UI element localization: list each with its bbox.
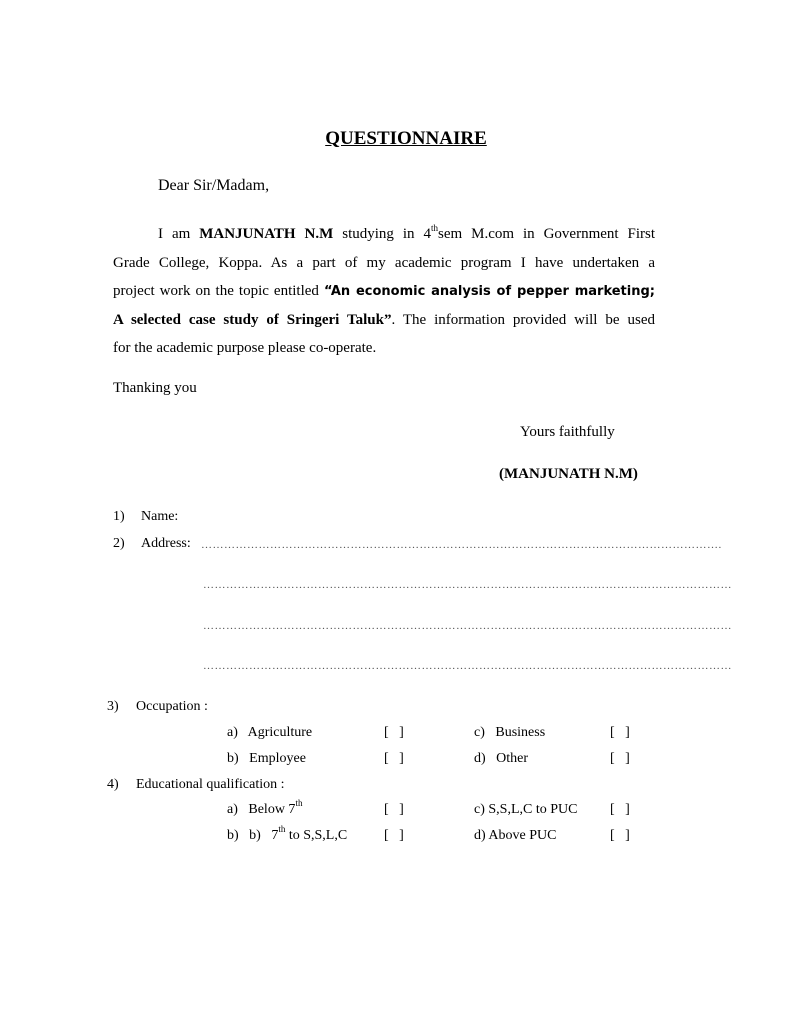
project-topic: “An economic analysis of pepper marketing; [323,284,655,299]
q3-number: 3) [107,699,119,714]
letter-line-4 [113,306,655,335]
page-title: QUESTIONNAIRE [325,128,487,149]
letter-text: . The information provided will be used [391,311,655,328]
q1-label: Name: [141,509,179,524]
closing-text: Yours faithfully [520,424,615,440]
address-dotted-line: ………………………………………………………………………………………………………………………. [201,539,722,551]
q3-label: Occupation : [136,699,208,714]
q4-option-b [227,824,348,844]
letter-line-3 [113,277,655,306]
letter-text: project work on the topic entitled [113,283,324,299]
q3-option-b: b) Employee [227,751,306,766]
superscript: th [278,824,286,834]
checkbox[interactable]: [ ] [384,725,404,740]
greeting: Dear Sir/Madam, [158,177,270,194]
letter-text: I am [158,226,200,242]
letter-text: sem M.com in Government First [438,226,656,242]
checkbox[interactable]: [ ] [610,751,630,766]
q3-option-c: c) Business [474,725,546,740]
checkbox[interactable]: [ ] [384,802,404,817]
checkbox[interactable]: [ ] [610,725,630,740]
address-dotted-line: ………………………………………………………………………………………………………………………… [203,620,732,632]
q4-label: Educational qualification : [136,777,285,792]
q2-number: 2) [113,536,125,551]
q4-option-c: c) S,S,L,C to PUC [474,802,578,817]
address-dotted-line: ………………………………………………………………………………………………………………………… [203,660,732,672]
letter-text: studying in 4 [333,226,431,242]
project-topic-cont: A selected case study of Sringeri Taluk” [113,311,392,328]
letter-line-2: Grade College, Koppa. As a part of my academic program I have undertaken a [113,254,655,271]
letter-line-5: for the academic purpose please co-operate. [113,340,377,356]
superscript: th [295,798,303,808]
option-text: a) Below 7 [227,802,296,817]
option-text: b) b) 7 [227,828,279,843]
q4-option-a [227,798,303,818]
q4-option-d: d) Above PUC [474,828,557,843]
checkbox[interactable]: [ ] [610,802,630,817]
q2-label: Address: [141,536,191,551]
q3-option-d: d) Other [474,751,529,766]
letter-line-1 [113,220,655,249]
q1-number: 1) [113,509,125,524]
author-name: MANJUNATH N.M [199,226,334,242]
checkbox[interactable]: [ ] [610,828,630,843]
address-dotted-line: ………………………………………………………………………………………………………………………… [203,579,732,591]
superscript: th [430,223,438,233]
checkbox[interactable]: [ ] [384,828,404,843]
letter-paragraph [113,220,655,363]
checkbox[interactable]: [ ] [384,751,404,766]
signature-name: (MANJUNATH N.M) [499,466,638,482]
q4-number: 4) [107,777,119,792]
option-text: to S,S,L,C [285,828,348,843]
thanking-text: Thanking you [113,380,197,396]
q3-option-a: a) Agriculture [227,725,313,740]
